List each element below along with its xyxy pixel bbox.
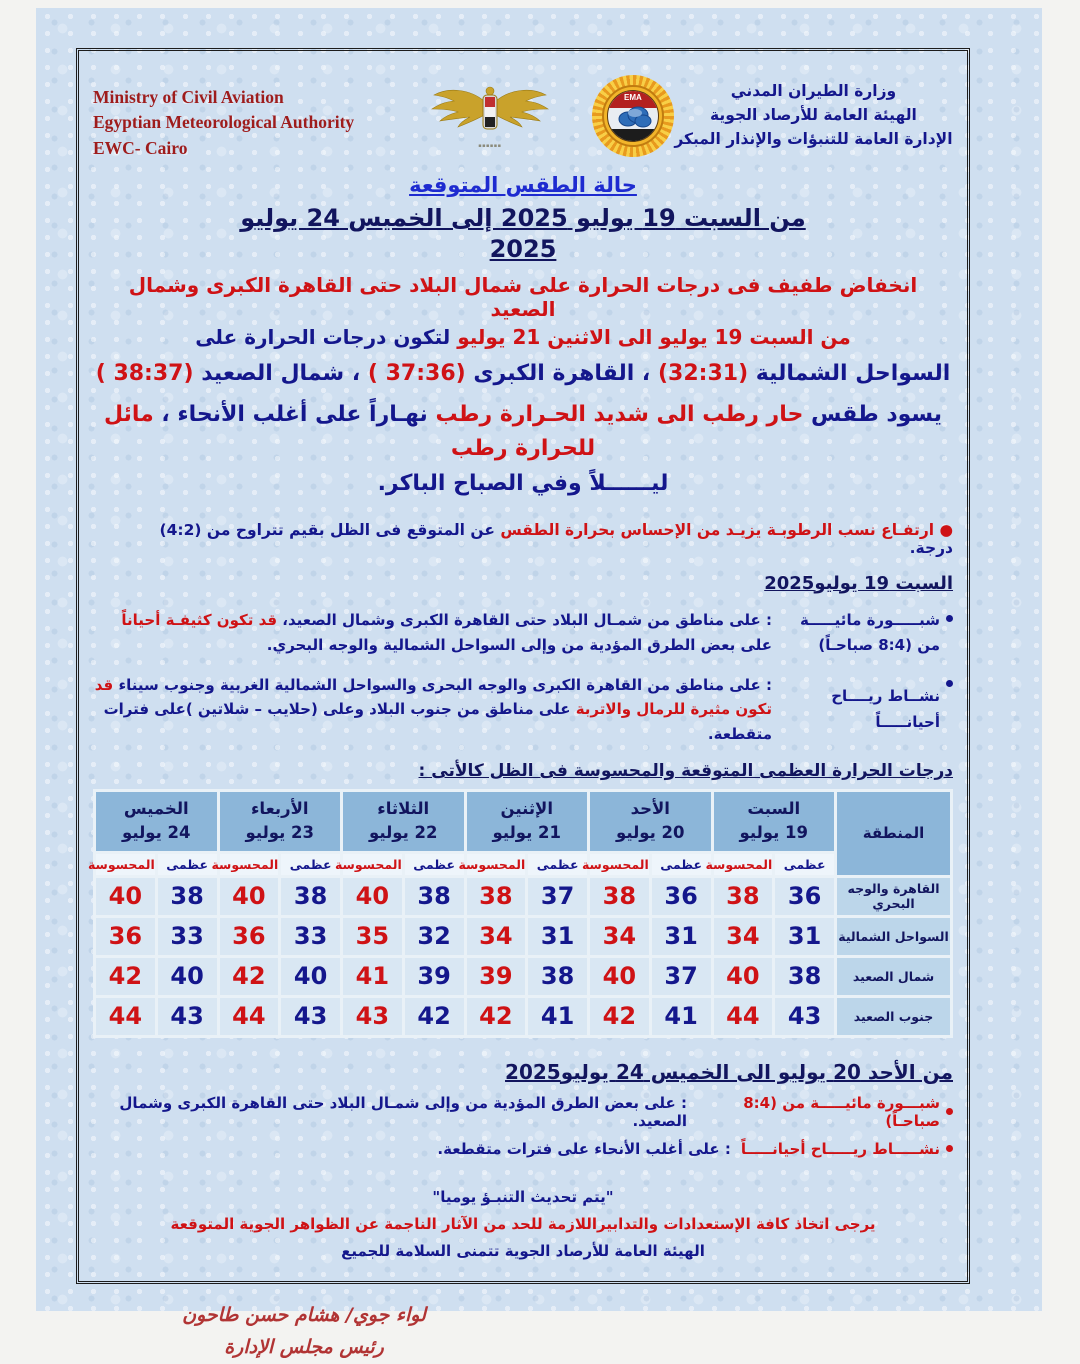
daily-update-note: "يتم تحديث التنبـؤ يوميا" xyxy=(432,1187,614,1206)
felt-label: المحسوسة xyxy=(712,852,774,876)
header-arabic xyxy=(674,67,953,151)
ema-logo-text: EMA xyxy=(608,91,658,108)
table-heading: درجات الحرارة العظمى المتوقعة والمحسوسة فى الظل كالأتى : xyxy=(418,760,953,781)
fog-label: شبـــورة مائيـــــة من (8:4 صباحـاً) xyxy=(743,1093,940,1130)
table-day-header-row xyxy=(95,790,952,852)
saturday-wind-bullet xyxy=(93,673,953,747)
bullet-dot-icon xyxy=(946,1145,953,1152)
temperature-drop-paragraph: انخفاض طفيف فى درجات الحرارة على شمال البلاد حتى القاهرة الكبرى وشمال الصعيد xyxy=(128,273,918,322)
header-english xyxy=(93,67,430,161)
saturday-fog-bullet xyxy=(93,608,953,659)
wind-description: : على مناطق من القاهرة الكبرى والوجه البحرى والسواحل الشمالية الغربية وجنوب سيناء قد تكون مثيرة للرمال والاتربة على مناطق من جنوب البلاد وعلى (حلايب – شلاتين )على فترات متقطعة. xyxy=(94,675,772,744)
signature-name: لواء جوي/ هشام حسن طاحون xyxy=(182,1303,426,1326)
arabic-line-ministry: وزارة الطيران المدني xyxy=(730,82,897,100)
region-header-cell: المنطقة xyxy=(836,790,952,876)
region-cell: جنوب الصعيد xyxy=(836,996,952,1036)
table-row-north-coasts: السواحل الشمالية 31 34 31 34 31 34 32 35 33 36 33 36 xyxy=(95,916,952,956)
content-frame xyxy=(76,48,970,1359)
table-subheader-row: عظمى المحسوسة عظمى المحسوسة عظمى المحسوسة عظمى المحسوسة عظمى المحسوسة عظمى المحسوسة xyxy=(95,852,952,876)
table-row-south-upper-egypt: جنوب الصعيد 43 44 41 42 41 42 42 43 43 44 43 44 xyxy=(95,996,952,1036)
arabic-line-authority: الهيئة العامة للأرصاد الجوية xyxy=(710,106,917,125)
bullet-dot-icon xyxy=(946,1108,953,1115)
date-range-line1: من السبت 19 يوليو 2025 إلى الخميس 24 يوليو xyxy=(240,204,806,232)
temperature-values-paragraph: السواحل الشمالية (32:31) ، القاهرة الكبرى (37:36 ) ، شمال الصعيد (38:37 ) xyxy=(95,361,951,387)
document-sheet xyxy=(36,8,1042,1359)
region-cell: السواحل الشمالية xyxy=(836,916,952,956)
english-line-authority: Egyptian Meteorological Authority xyxy=(93,112,355,133)
max-label: عظمى xyxy=(774,852,836,876)
day-header-wed: الأربعاء 23 يوليو xyxy=(218,790,342,852)
fog-description: : على بعض الطرق المؤدية من وإلى شمـال البلاد حتى القاهرة الكبرى وشمال الصعيد. xyxy=(119,1093,687,1130)
sunday-section-heading: من الأحد 20 يوليو الى الخميس 24 يوليو2025 xyxy=(505,1059,953,1084)
date-range-line2: 2025 xyxy=(489,235,557,264)
day-header-thu: الخميس 24 يوليو xyxy=(95,790,219,852)
date-range-heading xyxy=(93,203,953,265)
wind-label: نشــاط ريــــاح أحيانـــــاً xyxy=(831,687,940,731)
precautions-note: يرجى اتخاذ كافة الإستعدادات والتدابيراللازمة للحد من الآثار الناجمة عن الظواهر الجوية المتوقعة xyxy=(170,1214,876,1233)
ema-sun-logo-icon xyxy=(592,75,674,157)
saturday-section-heading: السبت 19 يوليو2025 xyxy=(764,572,953,594)
temperature-table xyxy=(87,789,953,1038)
table-row-north-upper-egypt: شمال الصعيد 38 40 37 40 38 39 39 41 40 42 40 42 xyxy=(95,956,952,996)
arabic-line-department: الإدارة العامة للتنبؤات والإنذار المبكر xyxy=(674,130,953,149)
sunday-fog-bullet xyxy=(93,1094,953,1130)
signature-title: رئيس مجلس الإدارة xyxy=(224,1336,384,1359)
english-line-ministry: Ministry of Civil Aviation xyxy=(93,87,284,107)
day-header-sun: الأحد 20 يوليو xyxy=(589,790,713,852)
wind-description: : على أغلب الأنحاء على فترات متقطعة. xyxy=(437,1139,731,1158)
fog-description: : على مناطق من شمـال البلاد حتى القاهرة الكبرى وشمال الصعيد، قد تكون كثيفـة أحياناً على بعض الطرق المؤدية من وإلى السواحل الشمالية والوجه البحري. xyxy=(121,611,772,655)
day-header-tue: الثلاثاء 22 يوليو xyxy=(342,790,466,852)
safety-wish-note: الهيئة العامة للأرصاد الجوية تتمنى السلامة للجميع xyxy=(341,1241,705,1260)
weather-summary-paragraph: يسود طقس حار رطب الى شديد الحـرارة رطب نهـاراً على أغلب الأنحاء ، مائل للحرارة رطب ليــــــلاً وفي الصباح الباكر. xyxy=(103,402,943,496)
region-cell: شمال الصعيد xyxy=(836,956,952,996)
humidity-note: ● ارتفـاع نسب الرطوبـة يزيـد من الإحساس بحرارة الطقس عن المتوقع فى الظل بقيم تتراوح من (4:2) درجة. xyxy=(159,520,953,557)
civil-aviation-wings-icon xyxy=(430,83,550,149)
region-cell: القاهرة والوجه البحري xyxy=(836,876,952,916)
wings-caption-dots: ▪▪▪▪▪▪ xyxy=(478,143,502,149)
bullet-dot-icon xyxy=(946,615,953,622)
day-header-sat: السبت 19 يوليو xyxy=(712,790,836,852)
logos xyxy=(430,67,674,157)
english-line-ewc: EWC- Cairo xyxy=(93,137,188,158)
footer-notes xyxy=(93,1184,953,1265)
day-header-mon: الإثنين 21 يوليو xyxy=(465,790,589,852)
page-title: حالة الطقس المتوقعة xyxy=(409,173,637,197)
wind-label: نشـــــاط ريـــــاح أحيانـــــاً xyxy=(740,1139,940,1158)
bullet-dot-icon xyxy=(946,680,953,687)
cloud-icon xyxy=(615,105,653,129)
signature-block xyxy=(139,1299,469,1364)
table-row-cairo: القاهرة والوجه البحري 36 38 36 38 37 38 38 40 38 40 38 40 xyxy=(95,876,952,916)
sunday-wind-bullet xyxy=(93,1140,953,1158)
date-span-paragraph: من السبت 19 يوليو الى الاثنين 21 يوليو لتكون درجات الحرارة على xyxy=(195,325,851,350)
document-header xyxy=(93,67,953,171)
fog-label: شبـــــورة مائيـــــة من (8:4 صباحـاً) xyxy=(799,610,940,655)
